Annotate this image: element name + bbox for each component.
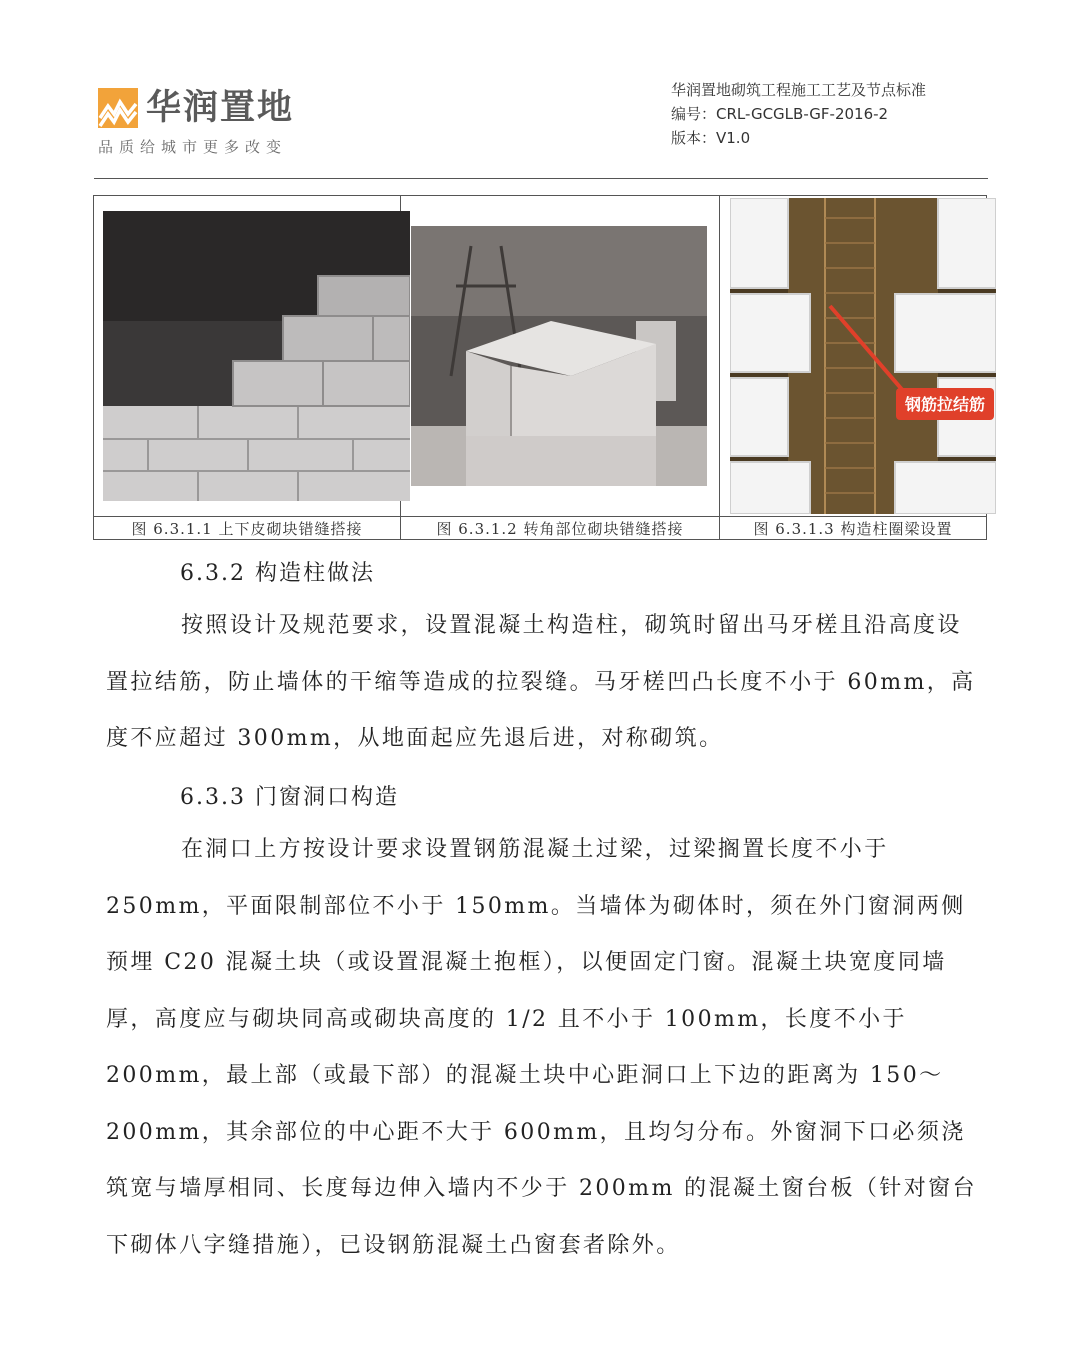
header-divider — [94, 178, 988, 179]
company-logo — [98, 86, 338, 166]
document-version: 版本：V1.0 — [671, 129, 751, 147]
logo-slogan: 品质给城市更多改变 — [98, 138, 288, 156]
document-title: 华润置地砌筑工程施工工艺及节点标准 — [671, 81, 927, 99]
figure-table — [93, 195, 987, 540]
figure-caption-2: 图 6.3.1.2 转角部位砌块错缝搭接 — [436, 520, 684, 538]
figure-cell-3 — [720, 196, 986, 539]
figure-caption-1: 图 6.3.1.1 上下皮砌块错缝搭接 — [131, 520, 363, 538]
section-heading-6-3-3: 6.3.3 门窗洞口构造 — [180, 785, 399, 810]
document-number: 编号：CRL-GCGLB-GF-2016-2 — [671, 105, 889, 123]
photo-annotation-label: 钢筋拉结筋 — [904, 395, 986, 414]
section-paragraph-6-3-2: 按照设计及规范要求，设置混凝土构造柱，砌筑时留出马牙槎且沿高度设置拉结筋，防止墙体的干缩等造成的拉裂缝。马牙槎凹凸长度不小于 60mm，高度不应超过 300mm，从地面起应先退后进，对称砌筑。 — [106, 613, 976, 751]
photo-corner-blocks — [411, 226, 707, 486]
section-paragraph-6-3-3: 在洞口上方按设计要求设置钢筋混凝土过梁，过梁搁置长度不小于 250mm，平面限制部位不小于 150mm。当墙体为砌体时，须在外门窗洞两侧预埋 C20 混凝土块（或设置混凝土抱框），以便固定门窗。混凝土块宽度同墙厚，高度应与砌块同高或砌块高度的 1/2 且不小于 100mm，长度不小于 200mm，最上部（或最下部）的混凝土块中心距洞口上下边的距离为 150～200mm，其余部位的中心距不大于 600mm，且均匀分布。外窗洞下口必须浇筑宽与墙厚相同、长度每边伸入墙内不少于 200mm 的混凝土窗台板（针对窗台下砌体八字缝措施），已设钢筋混凝土凸窗套者除外。 — [106, 837, 977, 1258]
logo-mountain-icon — [98, 88, 138, 128]
figure-cell-2 — [401, 196, 720, 539]
section-heading-6-3-2: 6.3.2 构造柱做法 — [180, 561, 375, 586]
figure-cell-1 — [94, 196, 401, 539]
document-info — [671, 78, 926, 150]
figure-caption-3: 图 6.3.1.3 构造柱圈梁设置 — [753, 520, 953, 538]
photo-construction-column — [730, 198, 996, 514]
photo-staggered-blocks — [103, 211, 410, 501]
logo-name: 华润置地 — [146, 88, 295, 128]
